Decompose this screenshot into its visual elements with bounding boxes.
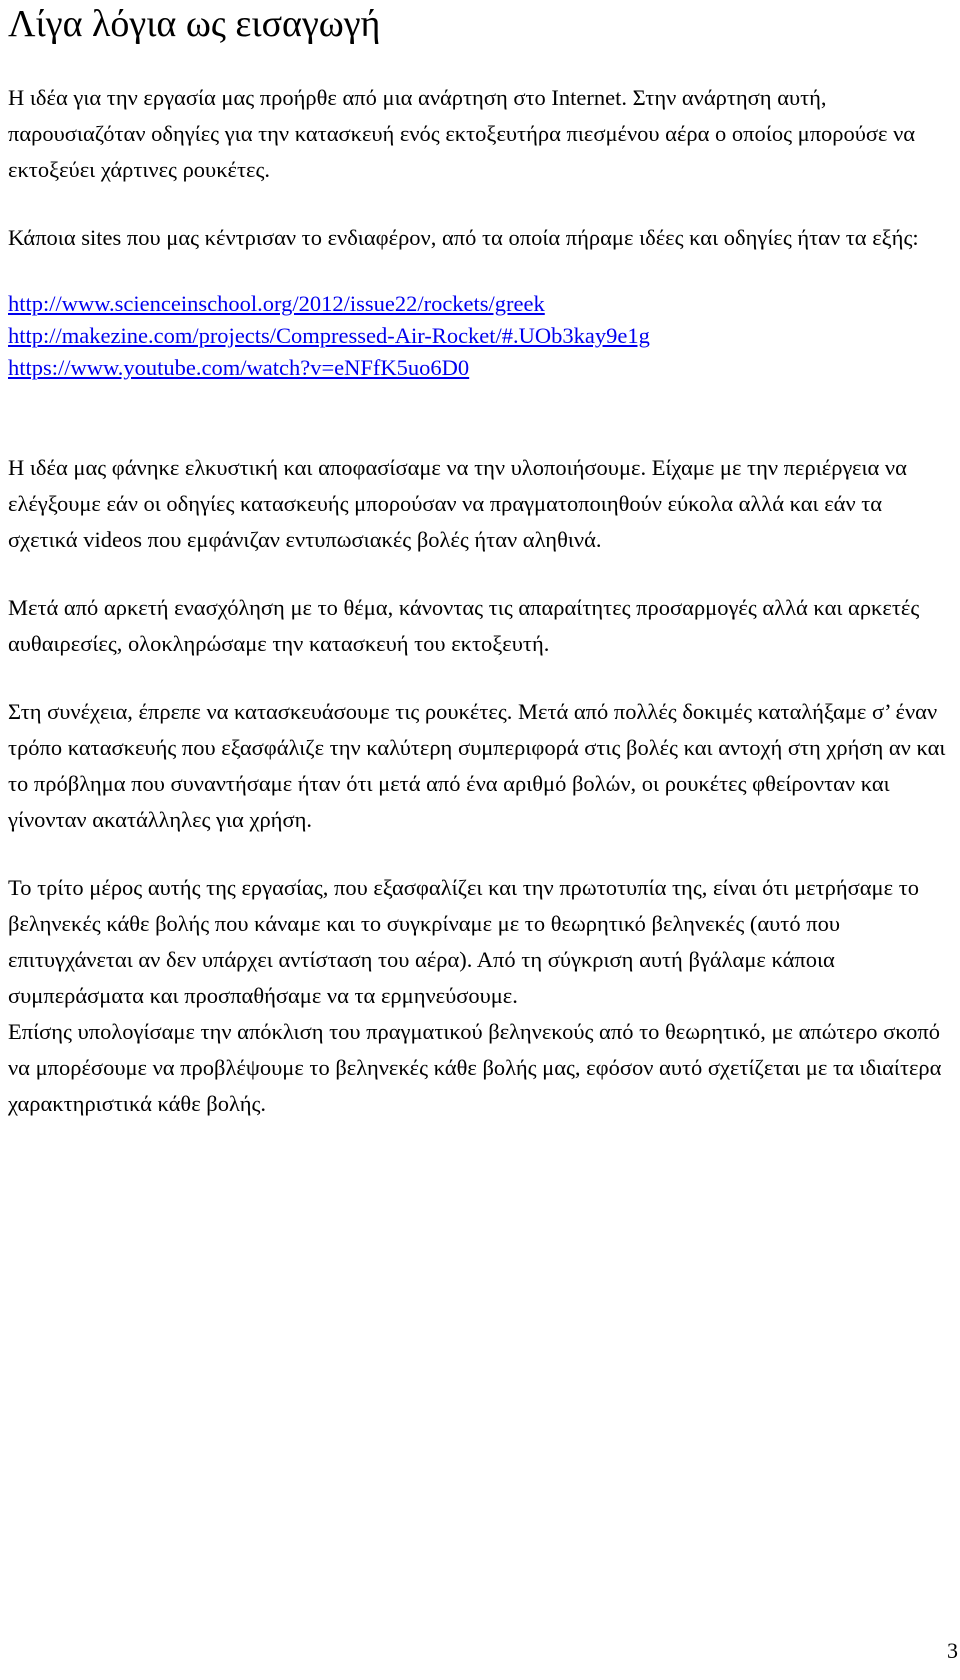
link-scienceinschool[interactable]: http://www.scienceinschool.org/2012/issue22/rockets/greek: [8, 291, 545, 316]
paragraph-construction: Μετά από αρκετή ενασχόληση με το θέμα, κάνοντας τις απαραίτητες προσαρμογές αλλά και αρκετές αυθαιρεσίες, ολοκληρώσαμε την κατασκευή του εκτοξευτή.: [8, 595, 920, 656]
paragraph-sites: Κάποια sites που μας κέντρισαν το ενδιαφέρον, από τα οποία πήραμε ιδέες και οδηγίες ήταν τα εξής:: [8, 225, 919, 250]
paragraph-deviation: Επίσης υπολογίσαμε την απόκλιση του πραγματικού βεληνεκούς από το θεωρητικό, με απώτερο σκοπό να μπορέσουμε να προβλέψουμε το βεληνεκές κάθε βολής μας, εφόσον αυτό σχετίζεται με τα ιδιαίτερα χαρακτηριστικά κάθε βολής.: [8, 1019, 942, 1116]
link-list: [8, 288, 956, 384]
paragraph-intro: Η ιδέα για την εργασία μας προήρθε από μια ανάρτηση στο Internet. Στην ανάρτηση αυτή, παρουσιαζόταν οδηγίες για την κατασκευή ενός εκτοξευτήρα πιεσμένου αέρα ο οποίος μπορούσε να εκτοξεύει χάρτινες ρουκέτες.: [8, 85, 916, 182]
page-number: 3: [947, 1638, 958, 1663]
paragraph-measurements: Το τρίτο μέρος αυτής της εργασίας, που εξασφαλίζει και την πρωτοτυπία της, είναι ότι μετρήσαμε το βεληνεκές κάθε βολής που κάναμε και το συγκρίναμε με το θεωρητικό βεληνεκές (αυτό που επιτυγχάνεται αν δεν υπάρχει αντίσταση του αέρα). Από τη σύγκριση αυτή βγάλαμε κάποια συμπεράσματα και προσπαθήσαμε να τα ερμηνεύσουμε.: [8, 875, 919, 1008]
link-youtube[interactable]: https://www.youtube.com/watch?v=eNFfK5uo6D0: [8, 355, 470, 380]
paragraph-idea: Η ιδέα μας φάνηκε ελκυστική και αποφασίσαμε να την υλοποιήσουμε. Είχαμε με την περιέργεια να ελέγξουμε εάν οι οδηγίες κατασκευής μπορούσαν να πραγματοποιηθούν εύκολα αλλά και εάν τα σχετικά videos που εμφάνιζαν εντυπωσιακές βολές ήταν αληθινά.: [8, 455, 907, 552]
page-title: Λίγα λόγια ως εισαγωγή: [8, 3, 381, 45]
link-makezine[interactable]: http://makezine.com/projects/Compressed-Air-Rocket/#.UOb3kay9e1g: [8, 323, 650, 348]
document-page: [8, 0, 956, 1122]
paragraph-rockets: Στη συνέχεια, έπρεπε να κατασκευάσουμε τις ρουκέτες. Μετά από πολλές δοκιμές καταλήξαμε σ’ έναν τρόπο κατασκευής που εξασφάλιζε την καλύτερη συμπεριφορά στις βολές και αντοχή στη χρήση αν και το πρόβλημα που συναντήσαμε ήταν ότι μετά από ένα αριθμό βολών, οι ρουκέτες φθείρονταν και γίνονταν ακατάλληλες για χρήση.: [8, 699, 946, 832]
